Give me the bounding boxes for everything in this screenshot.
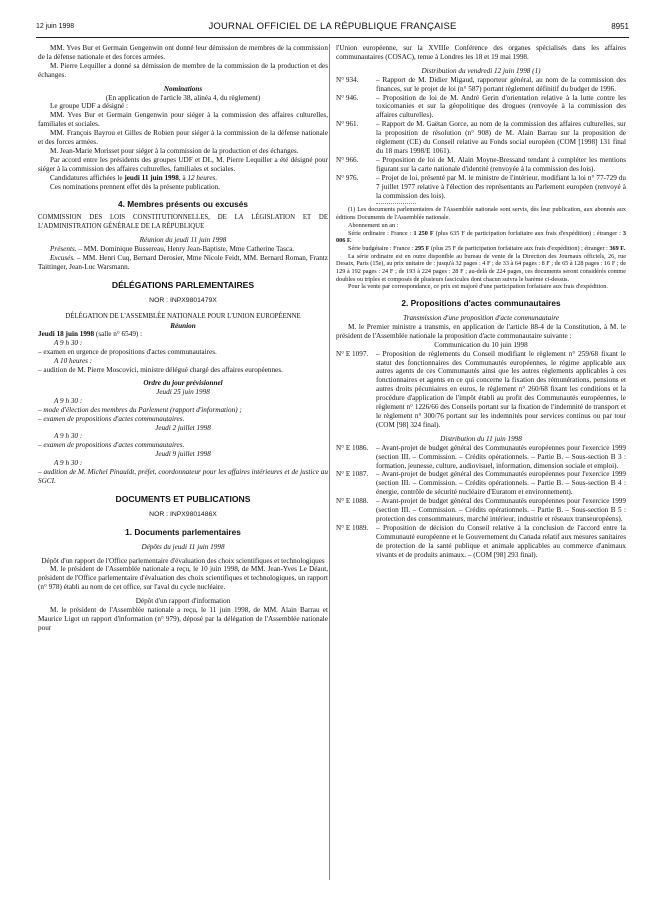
text-run: Présents.	[50, 245, 77, 254]
item-text: – Proposition de loi de M. Alain Moyne-Bressand tendant à compléter les mentions figurant sur la carte nationale d'identité (renvoyée à la commission des lois).	[376, 155, 626, 173]
time-slot: A 10 heures :	[54, 357, 93, 366]
item-text: – Rapport de M. Didier Migaud, rapporteur général, au nom de la commission des finances, sur le projet de loi (n° 587) portant règlement définitif du budget de 1996.	[376, 75, 626, 93]
list-item	[336, 120, 626, 156]
time-slot: A 9 h 30 :	[54, 339, 83, 348]
paragraph: Ces nominations prennent effet dès la présente publication.	[50, 182, 220, 191]
text-run: 12 heures.	[187, 173, 218, 182]
text-run: 3 006 F.	[336, 229, 626, 245]
reunion-label: Réunion	[170, 321, 196, 330]
footnote: Abonnement un an :	[348, 221, 399, 229]
header-date: 12 juin 1998	[36, 23, 75, 30]
list-item	[336, 94, 626, 121]
list-item	[336, 174, 626, 201]
delegations-heading: DÉLÉGATIONS PARLEMENTAIRES	[111, 279, 255, 290]
text-run: Série budgétaire : France :	[348, 244, 415, 252]
item-text: – Avant-projet de budget général des Communautés européennes pour l'exercice 1999 (section III. – Commission. – Crédits opérationnels. – Partie B. – Sous-section B 5 : protection des consommateurs, marché intérieur, industrie et réseaux transeuropéens).	[376, 497, 626, 523]
paragraph: MM. Yves Bur et Germain Gengenwin pour siéger à la commission des affaires culturelles, familiales et sociales.	[38, 111, 328, 129]
candidatures-paragraph	[38, 174, 328, 183]
list-item	[336, 497, 626, 524]
ordre-heading: Ordre du jour prévisionnel	[143, 379, 223, 387]
agenda-item: – examen en urgence de propositions d'actes communautaires.	[38, 348, 217, 357]
section-heading: 2. Propositions d'actes communautaires	[401, 298, 561, 309]
distribution-heading: Distribution du 11 juin 1998	[440, 434, 522, 443]
section-heading: 1. Documents parlementaires	[125, 526, 241, 537]
text-run: (salle n° 6549) :	[94, 330, 143, 339]
item-number: N° E 1088.	[336, 497, 369, 506]
header-rule	[36, 37, 629, 38]
depot-title: Dépôt d'un rapport d'information	[135, 597, 231, 606]
time-slot: A 9 h 30 :	[54, 396, 83, 405]
distribution-heading: Distribution du vendredi 12 juin 1998 (1)	[421, 66, 541, 75]
item-number: N° 946.	[336, 93, 359, 102]
paragraph: M. Pierre Lequiller a donné sa démission de membre de la commission de la production et des échanges.	[38, 61, 328, 79]
excuses-paragraph	[38, 254, 328, 272]
time-slot: A 9 h 30 :	[54, 459, 83, 468]
text-run: 369 F.	[609, 244, 626, 252]
item-text: – Rapport de M. Gaëtan Gorce, au nom de la commission des affaires culturelles, sur la proposition de résolution (n° 908) de M. Alain Barrau sur la proposition de règlement (CE) du Conseil relative au Fonds social européen (COM [1998] 131 final du 18 mars 1998/E 1061).	[376, 120, 626, 155]
meeting-date: Jeudi 9 juillet 1998	[155, 450, 211, 459]
paragraph: M. le président de l'Assemblée nationale a reçu, le 11 juin 1998, de MM. Alain Barrau et Maurice Ligot un rapport d'information (n° 979), déposé par la délégation de l'Assemblée nationale pour	[38, 606, 328, 632]
column-separator	[329, 44, 330, 880]
section-heading: 4. Membres présents ou excusés	[117, 198, 249, 209]
documents-heading: DOCUMENTS ET PUBLICATIONS	[115, 493, 251, 504]
text-run: jeudi 11 juin 1998	[124, 173, 179, 182]
item-text: – Proposition de règlements du Conseil modifiant le règlement n° 259/68 fixant le statut des fonctionnaires des Communautés européennes, le régime applicable aux autres agents de ces Communautés ainsi que les autres règlements applicables à ces fonctionnaires et agents en ce qui concerne la fixation des rémunérations, pensions et autres droits pécuniaires en euros, le règlement n° 260/68 fixant les conditions et la procédure d'application de l'impôt établi au profit des Communautés européennes, le règlement n° 1226/66 des Conseils portant sur la fixation de l'indemnité de transport et le règlement n° 300/76 portant sur les indemnités pour services continus ou par tour (COM [98] 324 final).	[376, 349, 626, 429]
item-text: – Proposition de loi de M. André Gerin d'orientation relative à la lutte contre les toxicomanies et sur la géopolitique des drogues (renvoyée à la commission des affaires culturelles).	[376, 93, 626, 120]
left-column	[38, 44, 328, 633]
nominations-subheading: (En application de l'article 38, alinéa 4, du règlement)	[105, 93, 261, 102]
item-text: – Avant-projet de budget général des Communautés européennes pour l'exercice 1999 (section III. – Commission. – Crédits opérationnels. – Partie B. – Sous-section B 4 : énergie, contrôle de sécurité nucléaire d'Euratom et environnement).	[376, 470, 626, 497]
item-number: N° E 1087.	[336, 470, 369, 479]
item-number: N° E 1089.	[336, 523, 369, 532]
text-run: Excusés.	[50, 254, 75, 263]
page-header	[36, 20, 629, 34]
footnote: La série ordinaire est en outre disponible au bureau de vente de la Direction des Journaux officiels, 26, rue Desaix, Paris (15e), au prix unitaire de : jusqu'à 32 pages : 4 F ; de 33 à 64 pages : 8 F ; de 65 à 128 pages : 16 F ; de 129 à 192 pages : 24 F ; de 193 à 224 pages : 28 F ; au-delà de 224 pages, ces documents seront considérés comme doubles ou triples et composés de plusieurs fascicules dont chacun suivra le barème ci-dessus.	[336, 252, 626, 283]
item-text: – Projet de loi, présenté par M. le ministre de l'intérieur, modifiant la loi n° 77-729 du 7 juillet 1977 relative à l'élection des représentants au Parlement européen (renvoyé à la commission des lois).	[376, 173, 626, 200]
paragraph: l'Union européenne, sur la XVIIIe Conférence des organes spécialisés dans les affaires communautaires (COSAC), tenue à Londres les 18 et 19 mai 1998.	[336, 44, 626, 61]
list-item	[336, 156, 626, 174]
header-page-number: 8951	[611, 22, 629, 31]
nor-reference: NOR : INPX9801486X	[149, 510, 217, 518]
text-run: (plus 635 F de participation forfaitaire aux frais d'expédition) ; étranger :	[433, 229, 623, 237]
presents-paragraph	[38, 245, 328, 254]
time-slot: A 9 h 30 :	[54, 432, 83, 441]
paragraph: MM. François Bayrou et Gilles de Robien pour siéger à la commission de la défense nationale et des forces armées.	[38, 129, 328, 147]
communication-date: Communication du 10 juin 1998	[434, 340, 528, 349]
item-number: N° 976.	[336, 173, 359, 182]
agenda-item: – examen de propositions d'actes communautaires.	[38, 441, 185, 450]
list-item	[336, 470, 626, 497]
paragraph: Le groupe UDF a désigné :	[50, 102, 129, 111]
delegation-title: DÉLÉGATION DE L'ASSEMBLÉE NATIONALE POUR L'UNION EUROPÉENNE	[65, 312, 301, 320]
distribution-list	[336, 76, 626, 201]
list-item	[336, 444, 626, 471]
paragraph: Par accord entre les présidents des groupes UDF et DL, M. Pierre Lequiller a été désigné pour siéger à la commission des affaires culturelles, familiales et sociales.	[38, 155, 328, 173]
footnote	[336, 245, 626, 253]
text-run: 295 F	[414, 244, 430, 252]
meeting-date: Jeudi 2 juillet 1998	[155, 423, 211, 432]
text-run: – MM. Dominique Bussereau, Henry Jean-Baptiste, Mme Catherine Tasca.	[76, 245, 295, 254]
right-column	[336, 44, 626, 560]
paragraph: MM. Yves Bur et Germain Gengenwin ont donné leur démission de membres de la commission de la défense nationale et des forces armées.	[38, 44, 328, 61]
agenda-item: – mode d'élection des membres du Parlement (rapport d'information) ;	[38, 405, 242, 414]
item-number: N° 961.	[336, 120, 359, 129]
text-run: (plus 25 F de participation forfaitaire aux frais d'expédition) ; étranger :	[429, 244, 610, 252]
item-number: N° 934.	[336, 75, 359, 84]
meeting-date: Jeudi 25 juin 1998	[156, 387, 210, 396]
footnote: Pour la vente par correspondance, ce prix est majoré d'une participation forfaitaire aux frais d'expédition.	[348, 283, 608, 291]
item-number: N° E 1086.	[336, 443, 369, 452]
text-run: Jeudi 18 juin 1998	[38, 330, 95, 339]
item-text: – Proposition de décision du Conseil relative à la conclusion de l'accord entre la Communauté européenne et le Gouvernement du Canada relatif aux mesures sanitaires de protection de la santé publique et animale applicables au commerce d'animaux vivants et de produits animaux. – (COM [98] 293 final).	[376, 523, 626, 559]
text-run: – MM. Henri Cuq, Bernard Derosier, Mme Nicole Feidt, MM. Bernard Roman, Frantz Taittinger, Jean-Luc Warsmann.	[38, 254, 328, 271]
list-item	[336, 350, 626, 430]
item-text: – Avant-projet de budget général des Communautés européennes pour l'exercice 1999 (section III. – Commission. – Crédits opérationnels. – Partie B. – Sous-section B 3 : formation, jeunesse, culture, audiovisuel, information, dimension sociale et emploi).	[376, 443, 626, 470]
text-run: , à	[178, 173, 188, 182]
paragraph: M. le président de l'Assemblée nationale a reçu, le 10 juin 1998, de MM. Jean-Yves Le Déaut, président de l'Office parlementaire d'évaluation des choix scientifiques et technologiques, un rapport (n° 978) établi au nom de cet office, sur l'aval du cycle nucléaire.	[38, 565, 328, 592]
divider	[376, 203, 416, 204]
agenda-item: – examen de propositions d'actes communautaires.	[38, 414, 185, 423]
depot-title: Dépôt d'un rapport de l'Office parlementaire d'évaluation des choix scientifiques et technologiques	[41, 556, 325, 565]
footnote: (1) Les documents parlementaires de l'Assemblée nationale sont servis, dès leur publication, aux abonnés aux éditions Documents de l'Assemblée nationale.	[336, 206, 626, 222]
text-run: Candidatures affichées le	[50, 173, 125, 182]
text-run: Série ordinaire : France :	[348, 229, 414, 237]
item-number: N° E 1097.	[336, 349, 369, 358]
header-title: JOURNAL OFFICIEL DE LA RÉPUBLIQUE FRANÇAISE	[208, 21, 457, 32]
meeting-line	[38, 330, 328, 339]
list-item	[336, 76, 626, 94]
agenda-item: – audition de M. Michel Pinauldt, préfet, coordonnateur pour les affaires intérieures et de justice au SGCI.	[38, 468, 328, 485]
depots-date: Dépôts du jeudi 11 juin 1998	[141, 542, 225, 551]
text-run: 1 250 F	[413, 229, 434, 237]
footnote	[336, 230, 626, 245]
transmission-heading: Transmission d'une proposition d'acte communautaire	[403, 314, 559, 323]
nor-reference: NOR : INPX9801479X	[149, 296, 217, 304]
meeting-date: Réunion du jeudi 11 juin 1998	[139, 236, 227, 245]
commission-title: COMMISSION DES LOIS CONSTITUTIONNELLES, DE LA LÉGISLATION ET DE L'ADMINISTRATION GÉNÉRALE DE LA RÉPUBLIQUE	[38, 214, 328, 231]
paragraph: M. Jean-Marie Morisset pour siéger à la commission de la production et des échanges.	[50, 146, 299, 155]
nominations-heading: Nominations	[163, 84, 203, 93]
agenda-item: – audition de M. Pierre Moscovici, ministre délégué chargé des affaires européennes.	[38, 366, 283, 375]
list-item	[336, 524, 626, 560]
paragraph: M. le Premier ministre a transmis, en application de l'article 88-4 de la Constitution, à M. le président de l'Assemblée nationale la proposition d'acte communautaire suivante :	[336, 322, 626, 340]
distribution-list	[336, 444, 626, 560]
item-number: N° 966.	[336, 155, 359, 164]
